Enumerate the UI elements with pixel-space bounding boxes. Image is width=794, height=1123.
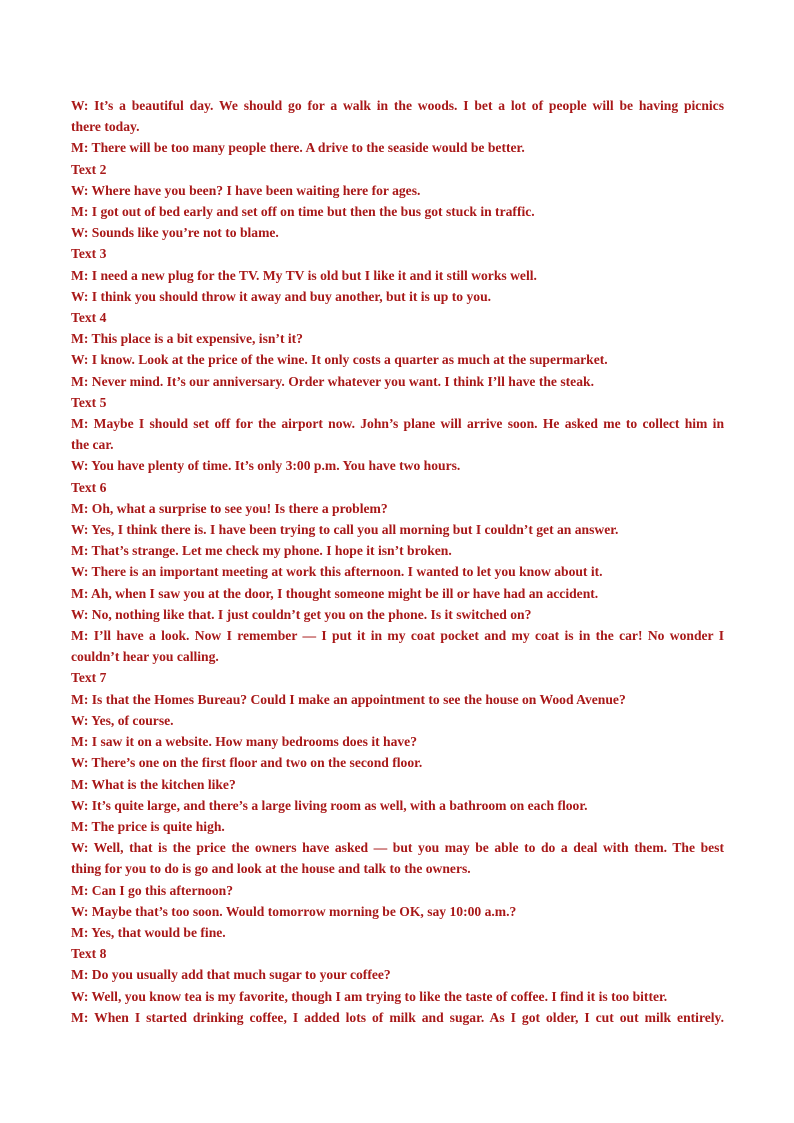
dialogue-line: W: Well, you know tea is my favorite, though I am trying to like the taste of coffee. I find it is too bitter. (71, 988, 668, 1004)
section-heading: Text 5 (71, 394, 107, 410)
section-heading: Text 4 (71, 310, 107, 326)
dialogue-line: W: Yes, of course. (71, 712, 174, 728)
dialogue-line: W: Yes, I think there is. I have been trying to call you all morning but I couldn’t get an answer. (71, 522, 619, 538)
dialogue-line: W: Maybe that’s too soon. Would tomorrow morning be OK, say 10:00 a.m.? (71, 903, 517, 919)
dialogue-line: M: This place is a bit expensive, isn’t it? (71, 331, 303, 347)
dialogue-line: M: Ah, when I saw you at the door, I thought someone might be ill or have had an accident. (71, 585, 599, 601)
dialogue-line: W: You have plenty of time. It’s only 3:00 p.m. You have two hours. (71, 458, 461, 474)
section-heading: Text 6 (71, 479, 107, 495)
dialogue-line: W: I think you should throw it away and buy another, but it is up to you. (71, 288, 492, 304)
dialogue-line: M: That’s strange. Let me check my phone. I hope it isn’t broken. (71, 543, 452, 559)
dialogue-line: M: Never mind. It’s our anniversary. Order whatever you want. I think I’ll have the steak. (71, 373, 594, 389)
dialogue-line: M: Can I go this afternoon? (71, 882, 233, 898)
dialogue-line: W: Well, that is the price the owners have asked — but you may be able to do a deal with them. The best (71, 840, 724, 856)
dialogue-line: M: What is the kitchen like? (71, 776, 236, 792)
dialogue-line: M: Do you usually add that much sugar to your coffee? (71, 967, 391, 983)
dialogue-line: M: There will be too many people there. A drive to the seaside would be better. (71, 140, 525, 156)
dialogue-line: M: When I started drinking coffee, I added lots of milk and sugar. As I got older, I cut out milk entirely. (71, 1009, 724, 1025)
dialogue-line: W: It’s a beautiful day. We should go for a walk in the woods. I bet a lot of people will be having picnics (71, 98, 724, 113)
dialogue-line: thing for you to do is go and look at the house and talk to the owners. (71, 861, 471, 877)
section-heading: Text 3 (71, 246, 107, 262)
section-heading: Text 8 (71, 946, 107, 962)
dialogue-line: couldn’t hear you calling. (71, 649, 219, 665)
dialogue-line: W: I know. Look at the price of the wine. It only costs a quarter as much at the supermarket. (71, 352, 608, 368)
dialogue-line: M: I saw it on a website. How many bedrooms does it have? (71, 734, 418, 750)
dialogue-line: W: There’s one on the first floor and two on the second floor. (71, 755, 423, 771)
dialogue-line: M: I got out of bed early and set off on time but then the bus got stuck in traffic. (71, 204, 535, 220)
dialogue-line: the car. (71, 437, 114, 453)
dialogue-line: W: No, nothing like that. I just couldn’t get you on the phone. Is it switched on? (71, 606, 532, 622)
dialogue-line: there today. (71, 119, 140, 135)
dialogue-line: M: I’ll have a look. Now I remember — I put it in my coat pocket and my coat is in the car! No wonder I (71, 628, 724, 644)
dialogue-line: W: Where have you been? I have been waiting here for ages. (71, 182, 421, 198)
dialogue-line: M: Oh, what a surprise to see you! Is there a problem? (71, 500, 388, 516)
dialogue-line: M: Yes, that would be fine. (71, 924, 226, 940)
document-page (71, 95, 724, 1028)
dialogue-line: W: Sounds like you’re not to blame. (71, 225, 279, 241)
dialogue-line: M: Is that the Homes Bureau? Could I make an appointment to see the house on Wood Avenue? (71, 691, 626, 707)
dialogue-line: M: I need a new plug for the TV. My TV is old but I like it and it still works well. (71, 267, 537, 283)
section-heading: Text 7 (71, 670, 107, 686)
dialogue-line: M: Maybe I should set off for the airport now. John’s plane will arrive soon. He asked me to collect him in (71, 416, 724, 432)
section-heading: Text 2 (71, 161, 107, 177)
dialogue-line: W: It’s quite large, and there’s a large living room as well, with a bathroom on each floor. (71, 797, 588, 813)
dialogue-line: M: The price is quite high. (71, 818, 225, 834)
dialogue-line: W: There is an important meeting at work this afternoon. I wanted to let you know about it. (71, 564, 603, 580)
